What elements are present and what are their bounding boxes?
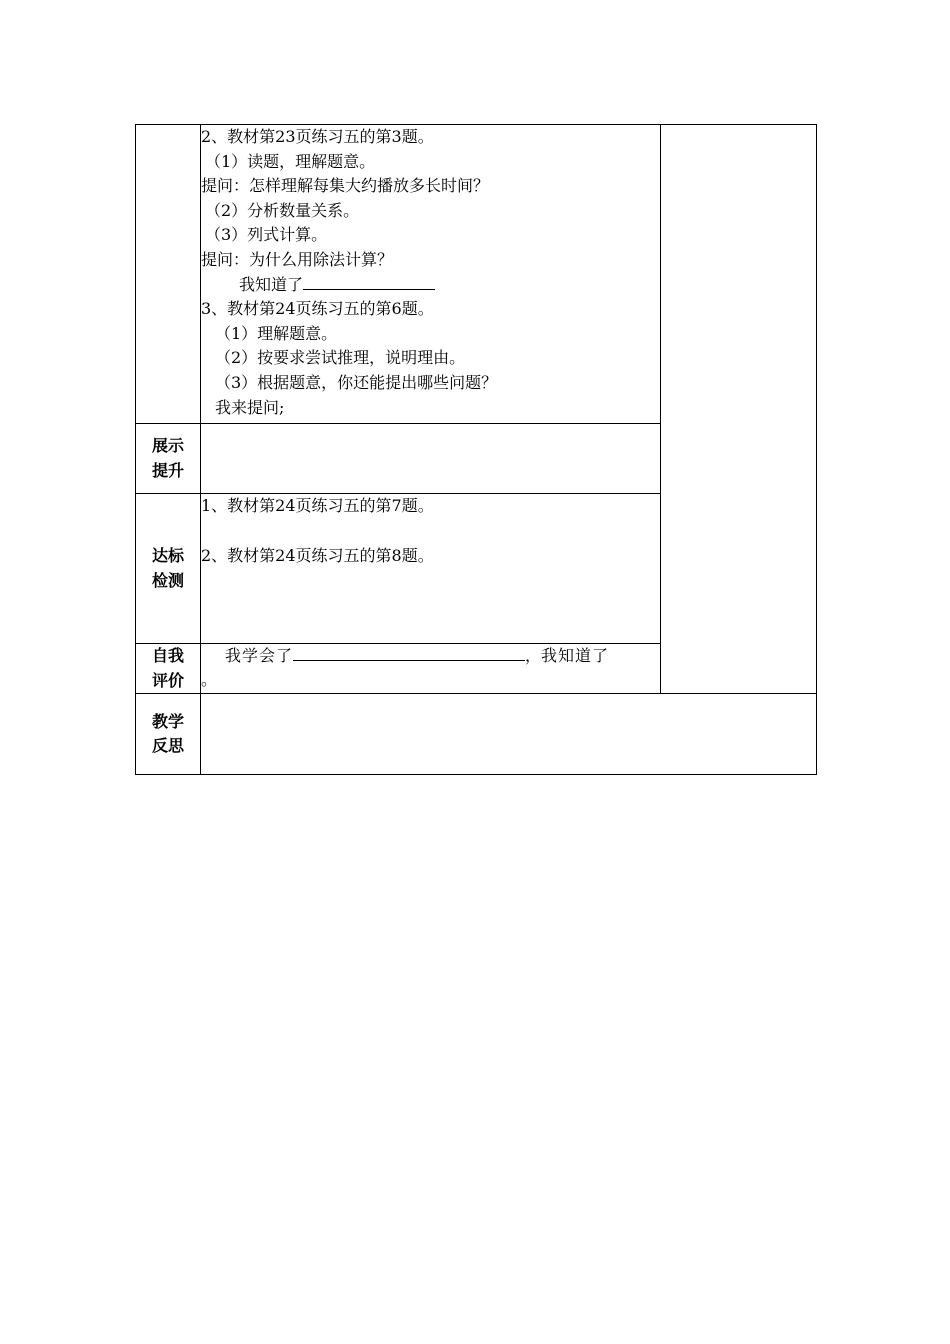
end-mark: 。 <box>201 670 218 689</box>
i-ask-line: 我来提问; <box>215 397 285 417</box>
i-know-blank[interactable] <box>303 275 435 290</box>
step-infer: （2）按要求尝试推理，说明理由。 <box>215 348 466 368</box>
comma-mark: ， <box>525 646 542 665</box>
test-label: 达标 检测 <box>136 494 201 644</box>
study-content-cell <box>201 125 661 424</box>
question-2: 提问：为什么用除法计算？ <box>201 249 394 269</box>
step-understand: （1）理解题意。 <box>215 323 338 343</box>
reflection-label: 教学 反思 <box>136 694 201 775</box>
i-know-line <box>201 273 660 298</box>
test-content-cell <box>201 494 661 644</box>
learned-text: 我学会了 <box>225 646 294 665</box>
self-eval-line <box>201 644 660 668</box>
study-row <box>136 125 817 424</box>
step-analyze: （2）分析数量关系。 <box>205 200 360 220</box>
exercise-3-title: 2、教材第23页练习五的第3题。 <box>201 127 434 146</box>
exercise-6-title: 3、教材第24页练习五的第6题。 <box>201 299 434 319</box>
step-read: （1）读题，理解题意。 <box>205 151 376 171</box>
self-eval-label: 自我 评价 <box>136 644 201 694</box>
self-eval-content-cell <box>201 644 661 694</box>
show-content-cell <box>201 424 661 494</box>
test-item-2: 2、教材第24页练习五的第8题。 <box>201 545 434 565</box>
study-label-cell <box>136 125 201 424</box>
reflection-row <box>136 694 817 775</box>
learned-blank[interactable] <box>293 646 525 661</box>
side-notes-cell <box>661 125 817 694</box>
i-know-text: 我知道了 <box>239 274 304 294</box>
lesson-plan-table <box>135 124 817 775</box>
step-ask: （3）根据题意，你还能提出哪些问题？ <box>215 372 498 392</box>
step-calc: （3）列式计算。 <box>205 225 328 245</box>
show-label: 展示 提升 <box>136 424 201 494</box>
reflection-content-cell <box>201 694 817 775</box>
test-item-1: 1、教材第24页练习五的第7题。 <box>201 496 434 515</box>
question-1: 提问：怎样理解每集大约播放多长时间？ <box>201 176 490 196</box>
know-text: 我知道了 <box>541 646 610 665</box>
